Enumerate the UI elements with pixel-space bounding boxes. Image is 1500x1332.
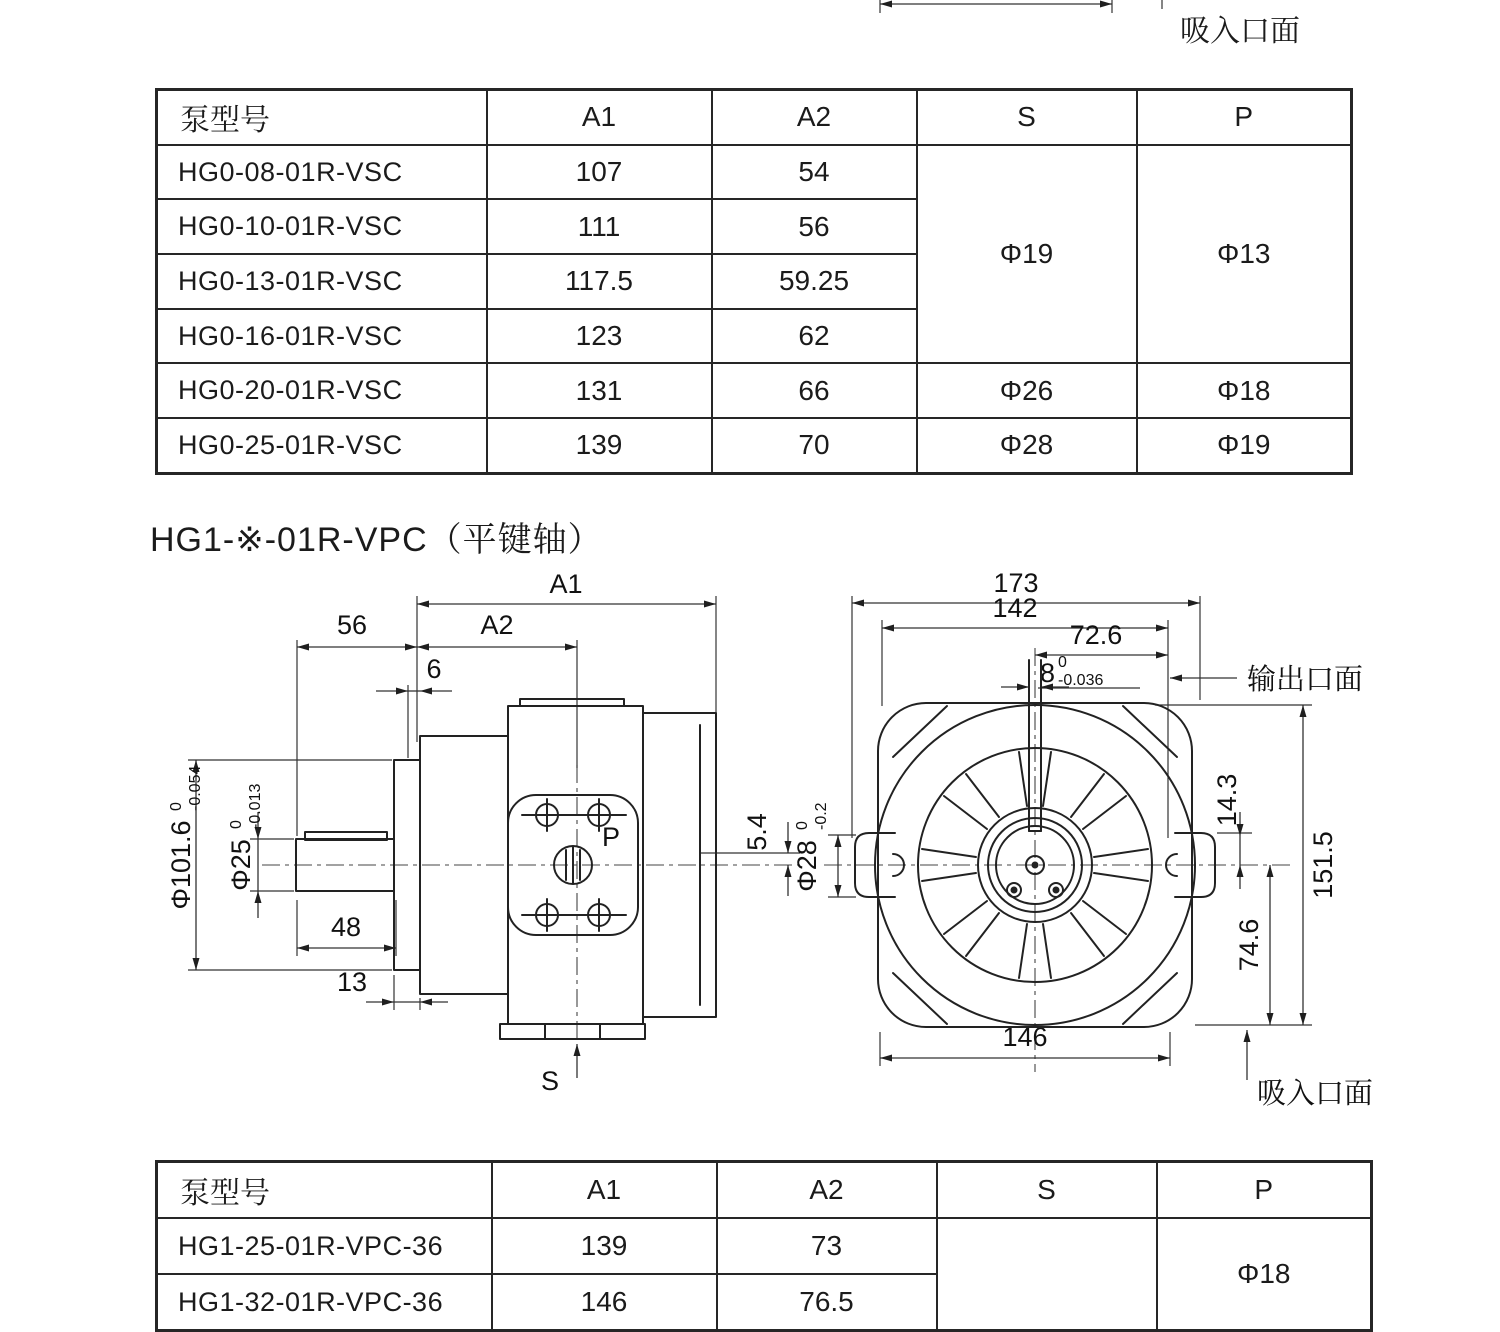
col-header-a1: A1 (492, 1162, 717, 1219)
dim-phi28-tol-upper: 0 (794, 821, 811, 830)
dim-8-tol-upper: 0 (1058, 654, 1067, 671)
cell-a1: 139 (492, 1218, 717, 1274)
cell-s-merged (937, 1218, 1157, 1331)
cell-s: Φ26 (917, 363, 1137, 418)
dim-a2 (417, 610, 577, 647)
dim-label-72-6: 72.6 (1069, 620, 1123, 650)
inlet-face-callout (1247, 1030, 1373, 1110)
cell-a1: 139 (487, 418, 712, 473)
dim-label-a1: A1 (549, 569, 583, 599)
dim-label-146: 146 (1002, 1022, 1048, 1052)
cell-p: Φ18 (1137, 363, 1352, 418)
suction-port-arrow (541, 1044, 577, 1096)
dim-56 (297, 610, 417, 647)
centerlines (262, 765, 800, 1040)
dim-phi101-tol-lower: -0.054 (187, 765, 204, 811)
port-s-label: S (540, 1066, 560, 1096)
cell-a2: 59.25 (712, 254, 917, 309)
col-header-a2: A2 (717, 1162, 937, 1219)
dim-label-74-6: 74.6 (1234, 918, 1264, 972)
dim-label-phi101: Φ101.6 (166, 820, 196, 910)
dim-8-keyway (1001, 654, 1103, 689)
cell-model: HG0-08-01R-VSC (157, 145, 487, 200)
cell-a2: 62 (712, 309, 917, 364)
cell-a1: 146 (492, 1274, 717, 1331)
cell-model: HG0-20-01R-VSC (157, 363, 487, 418)
dim-a1 (417, 569, 716, 604)
table-row (157, 145, 1352, 200)
dim-label-phi28: Φ28 (792, 840, 822, 892)
cell-model: HG1-25-01R-VPC-36 (157, 1218, 492, 1274)
section-heading: HG1-※-01R-VPC（平键轴） (150, 521, 603, 559)
dim-label-6: 6 (426, 654, 442, 684)
dim-6 (376, 654, 452, 691)
dim-phi25 (226, 784, 264, 918)
col-header-s: S (937, 1162, 1157, 1219)
dim-label-14-3: 14.3 (1212, 773, 1242, 827)
cell-a2: 66 (712, 363, 917, 418)
cell-model: HG0-16-01R-VSC (157, 309, 487, 364)
table-row (157, 1218, 1372, 1274)
pump-table-hg1 (155, 1160, 1373, 1332)
outlet-face-label: 输出口面 (1247, 664, 1364, 696)
table-header-row (157, 1162, 1372, 1219)
cell-model: HG0-10-01R-VSC (157, 199, 487, 254)
inlet-face-label-top: 吸入口面 (1180, 15, 1300, 48)
cell-model: HG0-13-01R-VSC (157, 254, 487, 309)
dim-8-tol-lower: -0.036 (1058, 672, 1104, 689)
cell-a1: 107 (487, 145, 712, 200)
dim-label-5-4: 5.4 (742, 813, 772, 851)
dim-label-142: 142 (992, 593, 1038, 623)
cell-a1: 123 (487, 309, 712, 364)
dim-48 (297, 912, 396, 948)
cell-a1: 117.5 (487, 254, 712, 309)
dim-14-3 (1212, 774, 1242, 889)
col-header-model: 泵型号 (157, 1162, 492, 1219)
front-view-drawing (780, 570, 1500, 1120)
dim-phi28 (792, 802, 838, 897)
cell-p: Φ19 (1137, 418, 1352, 473)
cell-p-merged: Φ13 (1137, 145, 1352, 364)
cell-model: HG1-32-01R-VPC-36 (157, 1274, 492, 1331)
cell-a1: 111 (487, 199, 712, 254)
table-header-row (157, 90, 1352, 145)
col-header-s: S (917, 90, 1137, 145)
col-header-a1: A1 (487, 90, 712, 145)
dim-label-8: 8 (1040, 658, 1056, 688)
side-view-drawing (150, 570, 810, 1120)
cell-a1: 131 (487, 363, 712, 418)
cell-a2: 76.5 (717, 1274, 937, 1331)
dim-label-phi25: Φ25 (226, 839, 256, 891)
centerlines (824, 648, 1292, 1072)
cell-s: Φ28 (917, 418, 1137, 473)
col-header-p: P (1157, 1162, 1372, 1219)
cell-a2: 73 (717, 1218, 937, 1274)
cell-p-merged: Φ18 (1157, 1218, 1372, 1331)
port-p-label: P (601, 822, 621, 852)
cell-s-merged: Φ19 (917, 145, 1137, 364)
cell-a2: 70 (712, 418, 917, 473)
dim-phi28-tol-lower: -0.2 (813, 802, 830, 830)
col-header-p: P (1137, 90, 1352, 145)
dim-label-13: 13 (336, 967, 368, 997)
dim-phi25-tol-upper: 0 (228, 820, 245, 829)
table-row (157, 418, 1352, 473)
col-header-a2: A2 (712, 90, 917, 145)
cell-model: HG0-25-01R-VSC (157, 418, 487, 473)
dim-label-173: 173 (993, 568, 1039, 598)
cell-a2: 54 (712, 145, 917, 200)
dim-phi101-tol-upper: 0 (168, 802, 185, 811)
outlet-face-callout (1170, 663, 1363, 696)
cell-a2: 56 (712, 199, 917, 254)
extension-lines (188, 596, 800, 1010)
dim-142 (882, 593, 1168, 628)
dim-151-5 (1303, 705, 1338, 1025)
dim-label-56: 56 (336, 610, 368, 640)
dim-72-6 (1035, 620, 1168, 655)
dim-phi25-tol-lower: -0.013 (247, 783, 264, 829)
dim-13 (337, 967, 448, 1002)
col-header-model: 泵型号 (157, 90, 487, 145)
pump-table-hg0 (155, 88, 1353, 475)
cutoff-dimension-line (880, 0, 1162, 13)
dim-label-151-5: 151.5 (1308, 831, 1338, 899)
inlet-face-label: 吸入口面 (1257, 1078, 1374, 1110)
dim-label-48: 48 (330, 912, 362, 942)
dim-phi101 (166, 760, 204, 970)
table-row (157, 363, 1352, 418)
dim-label-a2: A2 (480, 610, 514, 640)
